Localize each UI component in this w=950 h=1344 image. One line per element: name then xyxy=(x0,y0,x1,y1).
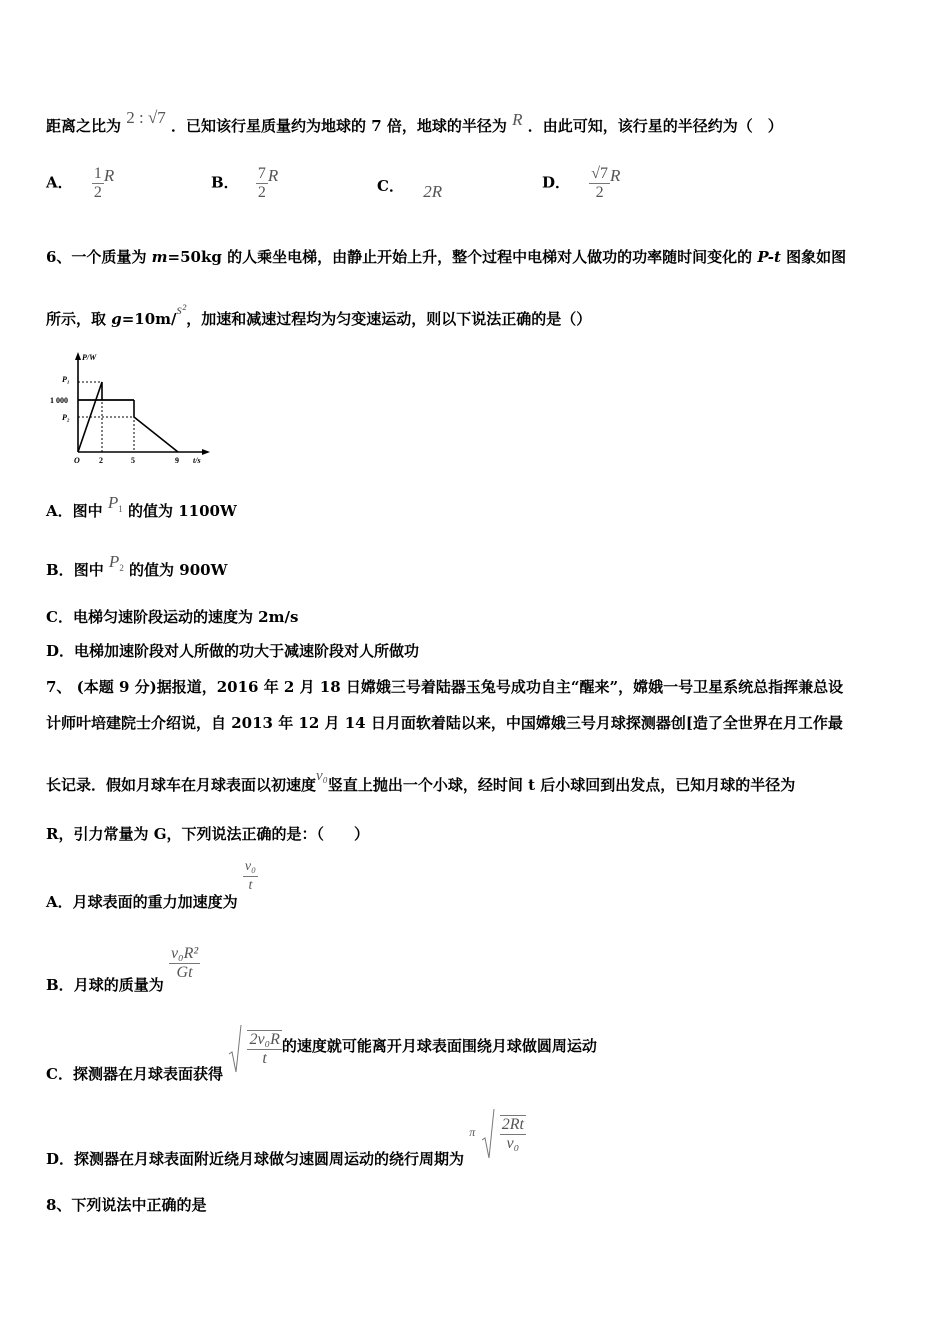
q7-option-b[interactable]: B．月球的质量为 $\frac{\text{v₀R²}}{Gt}$ xyxy=(46,945,199,994)
y-tick-1000: 1 000 xyxy=(50,396,68,405)
q6-option-c[interactable]: C．电梯匀速阶段运动的速度为 2m/s xyxy=(46,608,299,626)
q7-option-d[interactable]: D．探测器在月球表面附近绕月球做匀速圆周运动的绕行周期为 π $\frac{2Rt}{\text{v₀}}$ xyxy=(46,1108,526,1160)
fraction: $\frac{\text{v₀R²}}{Gt}$ xyxy=(170,945,199,981)
decel-segment xyxy=(134,400,178,452)
x-axis-arrow xyxy=(202,449,210,455)
q7-stem-line4: R，引力常量为 G，下列说法正确的是：（ ） xyxy=(46,825,370,843)
q6-option-a[interactable]: A．图中 $P_1$ 的值为 1100W xyxy=(46,493,237,520)
q7-stem-line1: 7、 (本题 9 分)据报道，2016 年 2 月 18 日嫦娥三号着陆器玉兔号成功自主“醒来”，嫦娥一号卫星系统总指挥兼总设 xyxy=(46,678,844,696)
ratio-expr: 2 : √7 xyxy=(126,108,166,127)
y-tick-p2: P₂ xyxy=(62,413,70,422)
fraction: $\frac{1}{2}$ xyxy=(93,165,102,201)
q6-stem-line2: 所示，取 g=10m/s²，加速和减速过程均为匀变速运动，则以下说法正确的是（） xyxy=(46,303,592,328)
q5-option-b[interactable]: B． $\frac{7}{2}$ R xyxy=(211,165,279,201)
x-tick-2: 2 xyxy=(99,456,103,465)
fraction: $\frac{√7}{2}$ xyxy=(591,165,609,201)
q6-option-d[interactable]: D．电梯加速阶段对人所做的功大于减速阶段对人所做功 xyxy=(46,642,420,660)
q7-stem-line2: 计师叶培建院士介绍说，自 2013 年 12 月 14 日月面软着陆以来，中国嫦娥三号月球探测器创[造了全世界在月工作最 xyxy=(46,714,843,732)
q7-option-a[interactable]: A．月球表面的重力加速度为 $\frac{\text{v₀}}{t}$ xyxy=(46,859,256,911)
x-tick-9: 9 xyxy=(175,456,179,465)
radical-sign xyxy=(481,1108,495,1160)
p-t-graph xyxy=(46,350,216,468)
q8-stem: 8、下列说法中正确的是 xyxy=(46,1196,207,1214)
fraction: $\frac{2Rt}{\text{v₀}}$ xyxy=(501,1116,524,1152)
q6-stem-line1: 6、一个质量为 m=50kg 的人乘坐电梯，由静止开始上升，整个过程中电梯对人做功的功率随时间变化的 P-t 图象如图 xyxy=(46,248,847,266)
q5-option-d[interactable]: D． $\frac{√7}{2}$ R xyxy=(542,165,621,201)
q7-option-c[interactable]: C．探测器在月球表面获得 $\frac{\text{2v₀R}}{t}$ 的速度就可能离开月球表面围绕月球做圆周运动 xyxy=(46,1024,597,1074)
fraction: $\frac{7}{2}$ xyxy=(257,165,266,201)
q6-option-b[interactable]: B．图中 $P_2$ 的值为 900W xyxy=(46,552,228,579)
y-axis-label: P/W xyxy=(82,353,97,362)
sqrt-expression xyxy=(228,1024,282,1074)
q5-option-a[interactable]: A． $\frac{1}{2}$ R xyxy=(46,165,115,201)
x-axis-label: t/s xyxy=(193,456,201,465)
y-axis-arrow xyxy=(75,352,81,360)
q5-option-c[interactable]: C． 2R xyxy=(377,177,443,201)
q5-stem: 距离之比为 2 : √7 ．已知该行星质量约为地球的 7 倍，地球的半径为 R ．由此可知，该行星的半径约为（ ） xyxy=(46,108,783,135)
sqrt-expression xyxy=(481,1108,526,1160)
y-tick-p1: P₁ xyxy=(62,375,70,384)
fraction: $\frac{\text{v₀}}{t}$ xyxy=(244,859,256,893)
x-tick-5: 5 xyxy=(131,456,135,465)
radical-sign xyxy=(228,1024,242,1074)
fraction: $\frac{\text{2v₀R}}{t}$ xyxy=(249,1031,280,1067)
q7-stem-line3: 长记录．假如月球车在月球表面以初速度v₀竖直上抛出一个小球，经时间 t 后小球回到出发点，已知月球的半径为 xyxy=(46,768,796,794)
x-tick-o: O xyxy=(74,456,80,465)
